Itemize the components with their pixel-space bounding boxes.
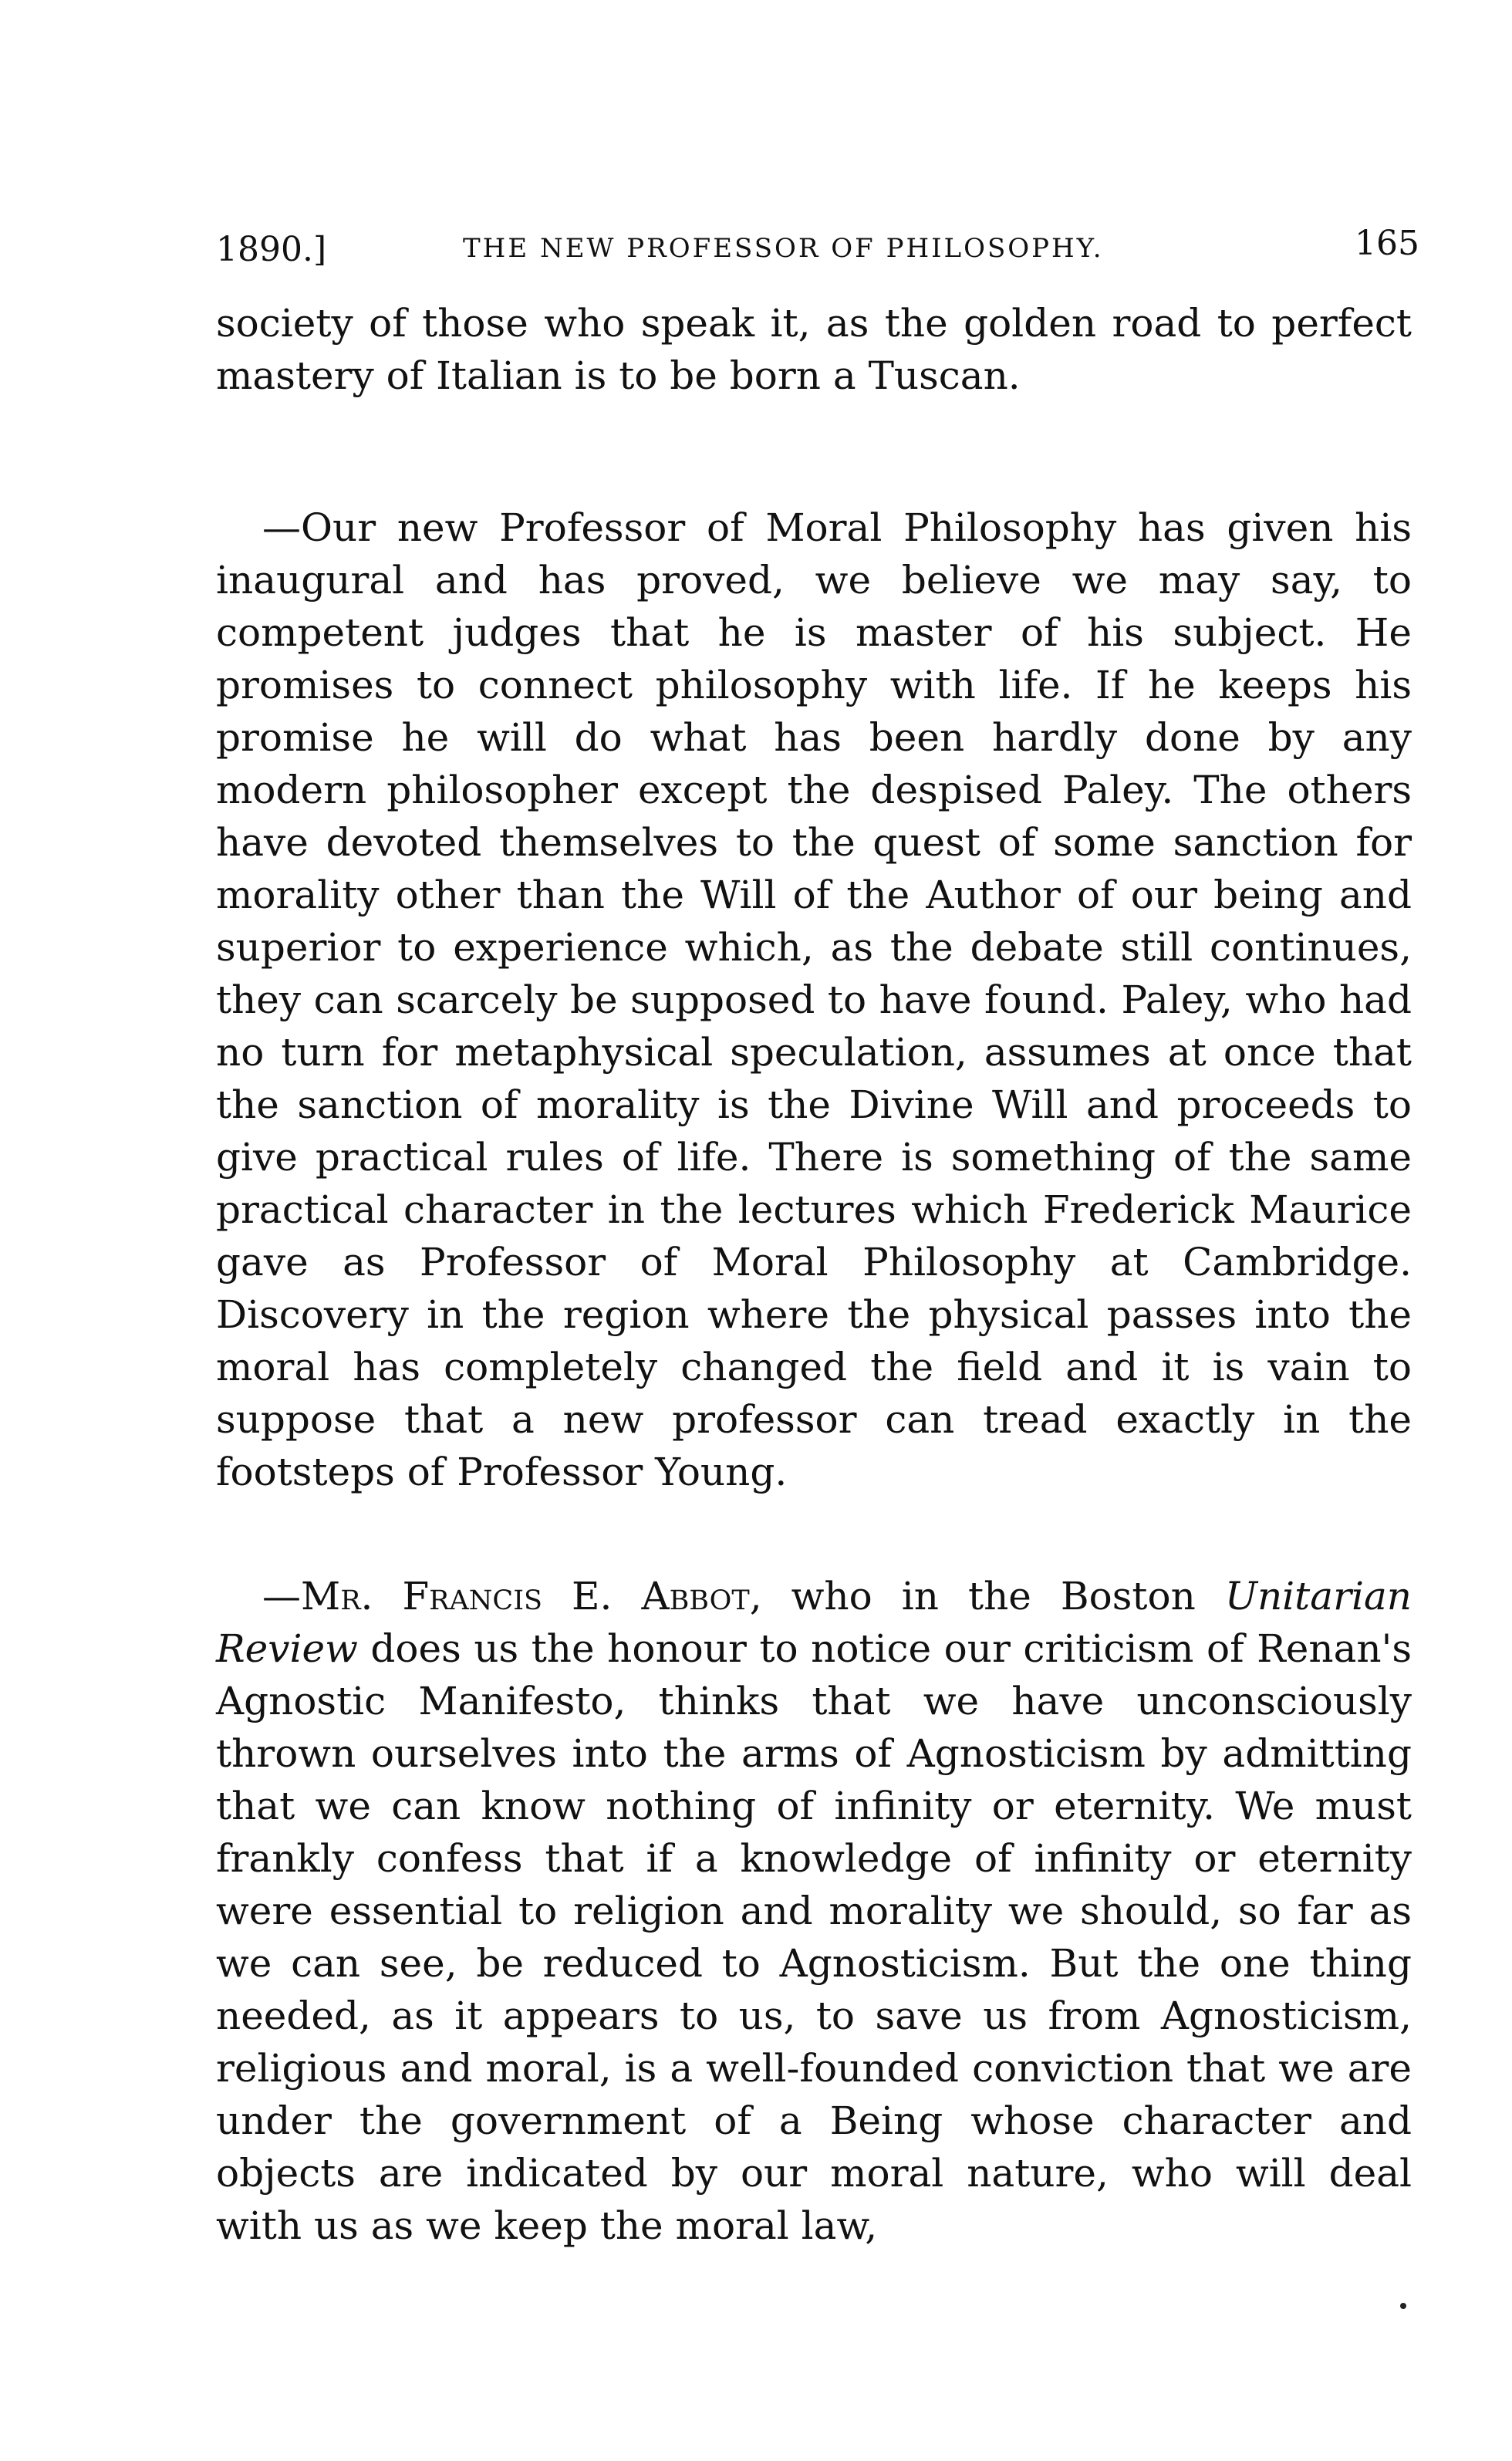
page-number: 165	[1355, 224, 1419, 263]
paragraph-abbot	[216, 1570, 1412, 2252]
running-head	[216, 224, 1419, 270]
paragraph-continuation	[216, 297, 1412, 402]
running-head-title: THE NEW PROFESSOR OF PHILOSOPHY.	[463, 233, 1104, 264]
paragraph-text	[216, 1570, 1412, 2252]
lead-name: —Mr. Francis E. Abbot,	[262, 1574, 762, 1619]
running-head-year: 1890.]	[216, 230, 327, 269]
paragraph-new-professor	[216, 501, 1412, 1498]
paragraph-text: —Our new Professor of Moral Philosophy has given his inaugural and has proved, we believe we may say, to competent judges that he is master of his subject. He promises to connect philosophy with life. If he keeps his promise he will do what has been hardly done by any modern philosopher except the despised Paley. The others have devoted themselves to the quest of some sanction for morality other than the Will of the Author of our being and superior to experience which, as the debate still continues, they can scarcely be supposed to have found. Paley, who had no turn for metaphysical speculation, assumes at once that the sanction of morality is the Divine Will and proceeds to give practical rules of life. There is something of the same practical character in the lectures which Frederick Maurice gave as Professor of Moral Philosophy at Cambridge. Discovery in the region where the physical passes into the moral has completely changed the field and it is vain to suppose that a new professor can tread exactly in the footsteps of Professor Young.	[216, 505, 1412, 1494]
journal-title: Unitarian Review	[216, 1574, 1412, 1671]
text-run: does us the honour to notice our criticism of Renan's Agnostic Manifesto, thinks that we have unconsciously thrown ourselves into the arms of Agnosticism by admitting that we can know nothing of infinity or eternity. We must frankly confess that if a knowledge of infinity or eternity were essential to religion and morality we should, so far as we can see, be reduced to Agnosticism. But the one thing needed, as it appears to us, to save us from Agnosticism, religious and moral, is a well-founded conviction that we are under the government of a Being whose character and objects are indicated by our moral nature, who will deal with us as we keep the moral law,	[216, 1626, 1412, 2248]
paragraph-text: society of those who speak it, as the golden road to perfect mastery of Italian is to be born a Tuscan.	[216, 301, 1412, 398]
text-run: who in the Boston	[761, 1574, 1225, 1619]
print-speck	[1400, 2303, 1406, 2309]
